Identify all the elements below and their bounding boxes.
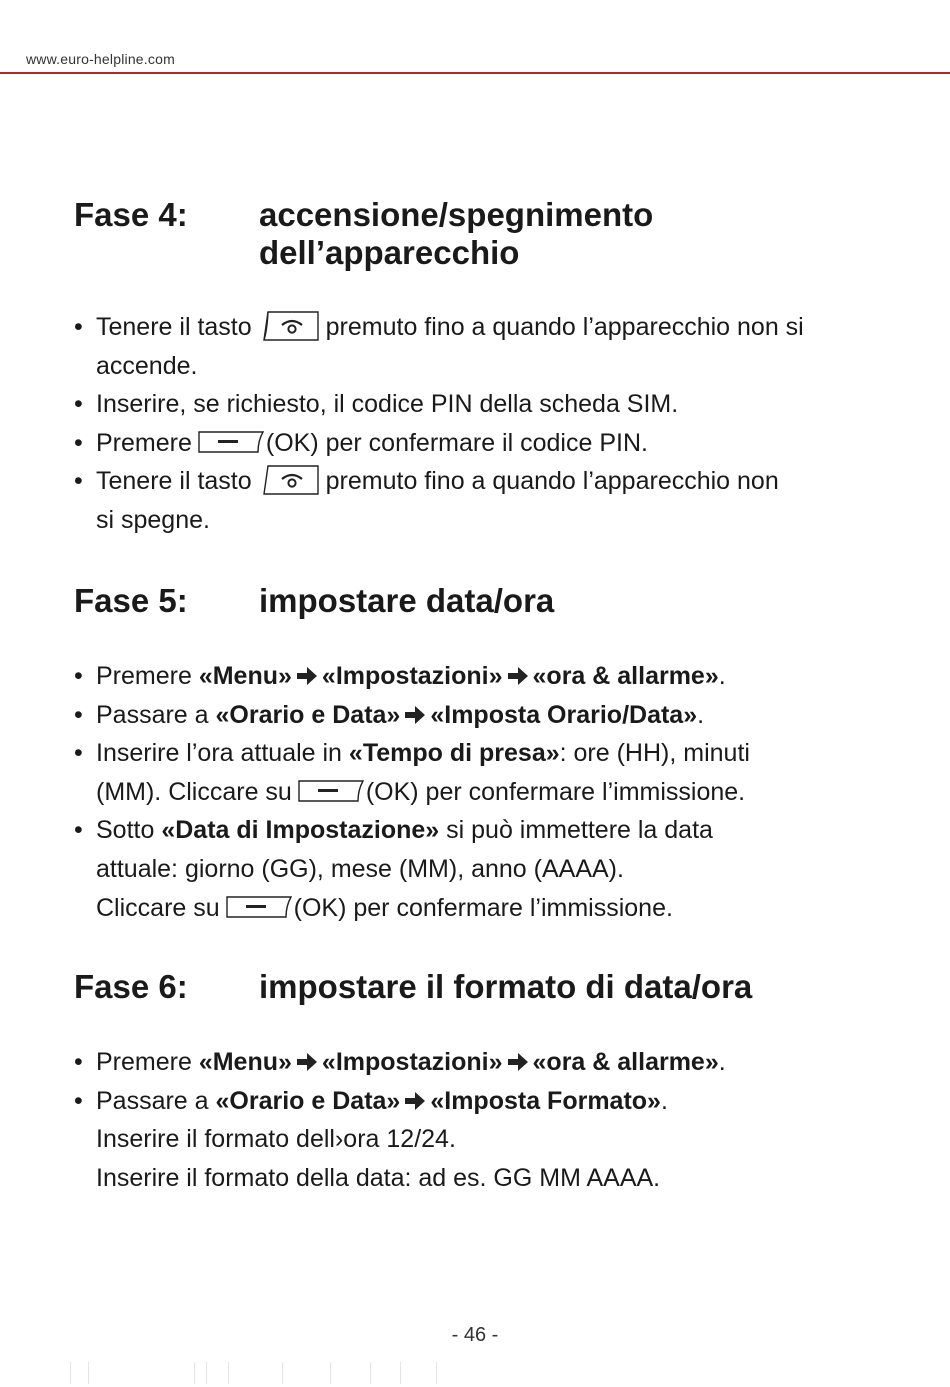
step-title: impostare il formato di data/ora — [259, 968, 753, 1005]
left-soft-key-icon — [198, 431, 264, 453]
list-item: • Premere «Menu» «Impostazioni» «ora & allarme». — [74, 1043, 894, 1082]
step-number: Fase 6: — [74, 968, 188, 1005]
section-fase-5 — [74, 582, 894, 927]
section-heading — [74, 968, 894, 1006]
list-item-continuation: accende. — [96, 351, 198, 380]
list-item-continuation: Inserire il formato dell›ora 12/24. — [96, 1125, 456, 1154]
page-number: - 46 - — [451, 1324, 499, 1346]
step-title: impostare data/ora — [259, 582, 555, 619]
section-heading — [74, 582, 894, 620]
list-item: • Sotto «Data di Impostazione» si può immettere la data — [74, 811, 894, 850]
left-soft-key-icon — [226, 896, 292, 918]
section-heading — [74, 196, 894, 272]
right-arrow-icon — [404, 1091, 426, 1111]
phone-end-key-icon — [258, 311, 320, 341]
list-item: • Premere (OK) per confermare il codice PIN. — [74, 424, 894, 463]
right-arrow-icon — [296, 1052, 318, 1072]
phone-end-key-icon — [258, 465, 320, 495]
list-item: • Passare a «Orario e Data» «Imposta Formato». — [74, 1082, 894, 1121]
right-arrow-icon — [507, 1052, 529, 1072]
list-item-continuation: Inserire il formato della data: ad es. GG MM AAAA. — [96, 1163, 661, 1192]
list-item-continuation: attuale: giorno (GG), mese (MM), anno (AAAA). — [96, 854, 624, 883]
step-title: accensione/spegnimento dell’apparecchio — [259, 196, 654, 271]
section-fase-6 — [74, 968, 894, 1197]
left-soft-key-icon — [298, 780, 364, 802]
section-fase-4 — [74, 196, 894, 540]
right-arrow-icon — [507, 666, 529, 686]
list-item: • Tenere il tasto premuto fino a quando l’apparecchio non — [74, 462, 894, 501]
list-item-continuation: Cliccare su (OK) per confermare l’immissione. — [96, 893, 673, 922]
step-number: Fase 4: — [74, 196, 188, 233]
step-list — [74, 308, 894, 540]
step-number: Fase 5: — [74, 582, 188, 619]
step-list — [74, 657, 894, 927]
list-item: • Premere «Menu» «Impostazioni» «ora & allarme». — [74, 657, 894, 696]
right-arrow-icon — [404, 705, 426, 725]
list-item-continuation: si spegne. — [96, 505, 210, 534]
header-rule — [0, 72, 950, 74]
step-list — [74, 1043, 894, 1197]
list-item-continuation: (MM). Cliccare su (OK) per confermare l’immissione. — [96, 777, 746, 806]
list-item: • Inserire l’ora attuale in «Tempo di presa»: ore (HH), minuti — [74, 734, 894, 773]
list-item: • Passare a «Orario e Data» «Imposta Orario/Data». — [74, 696, 894, 735]
site-url: www.euro-helpline.com — [26, 51, 175, 67]
right-arrow-icon — [296, 666, 318, 686]
list-item: • Inserire, se richiesto, il codice PIN della scheda SIM. — [74, 385, 894, 424]
list-item: • Tenere il tasto premuto fino a quando l’apparecchio non si — [74, 308, 894, 347]
